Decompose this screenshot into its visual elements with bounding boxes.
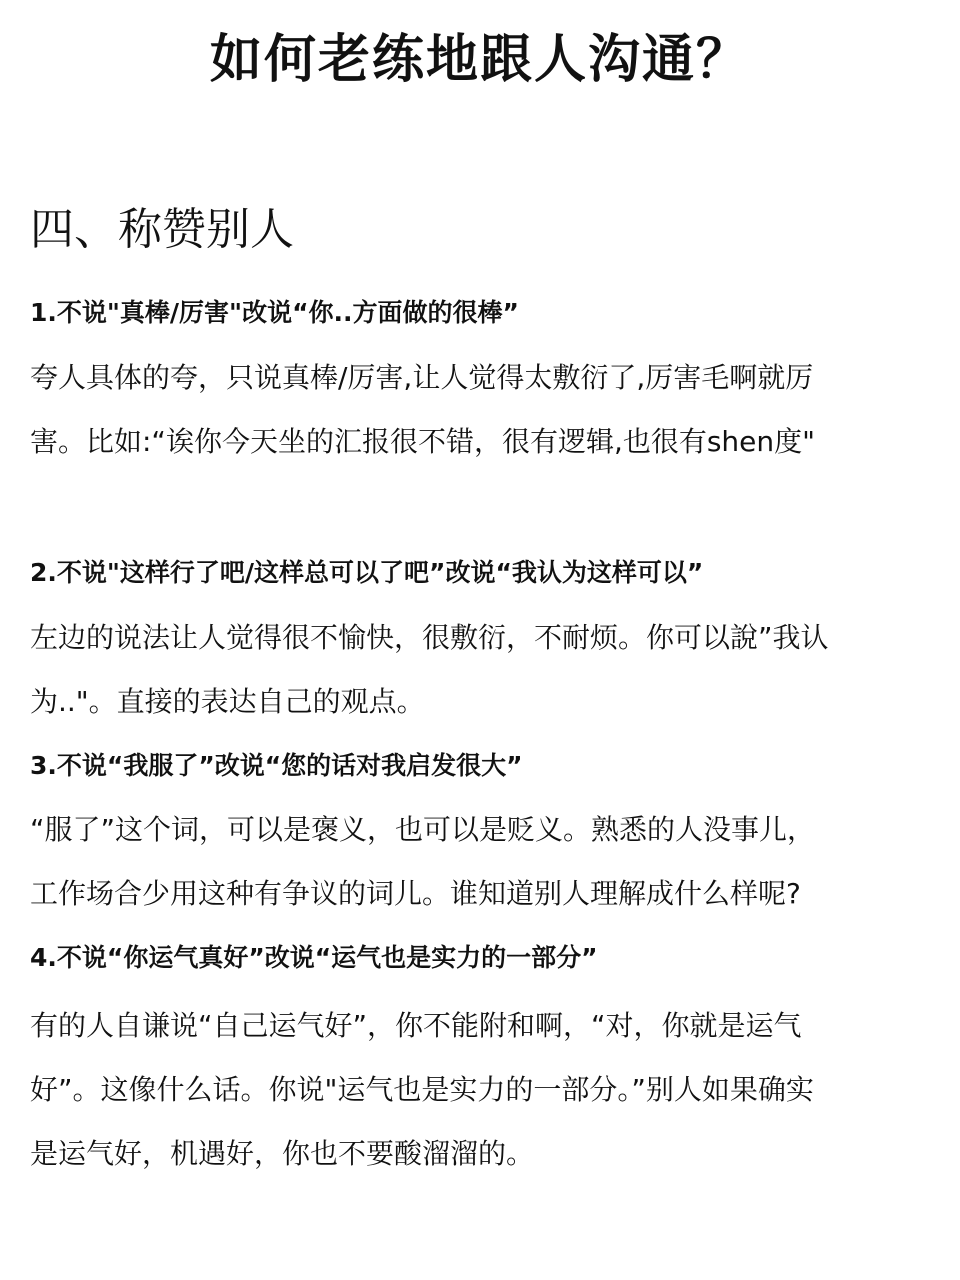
tip-4-line-1: 有的人自谦说“自己运气好”，你不能附和啊，“对，你就是运气 xyxy=(30,1009,802,1042)
tip-2-line-2: 为.."。直接的表达自己的观点。 xyxy=(30,685,425,718)
tip-3-heading: 3.不说“我服了”改说“您的话对我启发很大” xyxy=(30,751,523,780)
tip-2-body xyxy=(30,606,930,734)
tip-3-line-1: “服了”这个词，可以是褒义，也可以是贬义。熟悉的人没事儿， xyxy=(30,813,816,846)
tip-1-heading: 1.不说"真棒/厉害"改说“你..方面做的很棒” xyxy=(30,298,519,327)
tip-4-body xyxy=(30,994,930,1186)
tip-1-line-2: 害。比如:“诶你今天坐的汇报很不错，很有逻辑,也很有shen度" xyxy=(30,425,816,458)
tip-4-line-3: 是运气好，机遇好，你也不要酸溜溜的。 xyxy=(30,1137,535,1170)
tip-3-line-2: 工作场合少用这种有争议的词儿。谁知道别人理解成什么样呢? xyxy=(30,877,801,910)
tip-2-line-1: 左边的说法让人觉得很不愉快，很敷衍，不耐烦。你可以說”我认 xyxy=(30,621,829,654)
page-title: 如何老练地跟人沟通？ xyxy=(209,30,750,90)
tip-4-line-2: 好”。这像什么话。你说"运气也是实力的一部分。”别人如果确实 xyxy=(30,1073,814,1106)
section-title: 四、称赞别人 xyxy=(30,204,294,255)
tip-4-heading: 4.不说“你运气真好”改说“运气也是实力的一部分” xyxy=(30,943,598,972)
tip-3-body xyxy=(30,798,930,926)
tip-1-body xyxy=(30,346,930,474)
tip-2-heading: 2.不说"这样行了吧/这样总可以了吧”改说“我认为这样可以” xyxy=(30,558,704,587)
tip-1-line-1: 夸人具体的夸，只说真棒/厉害,让人觉得太敷衍了,厉害毛啊就厉 xyxy=(30,361,814,394)
